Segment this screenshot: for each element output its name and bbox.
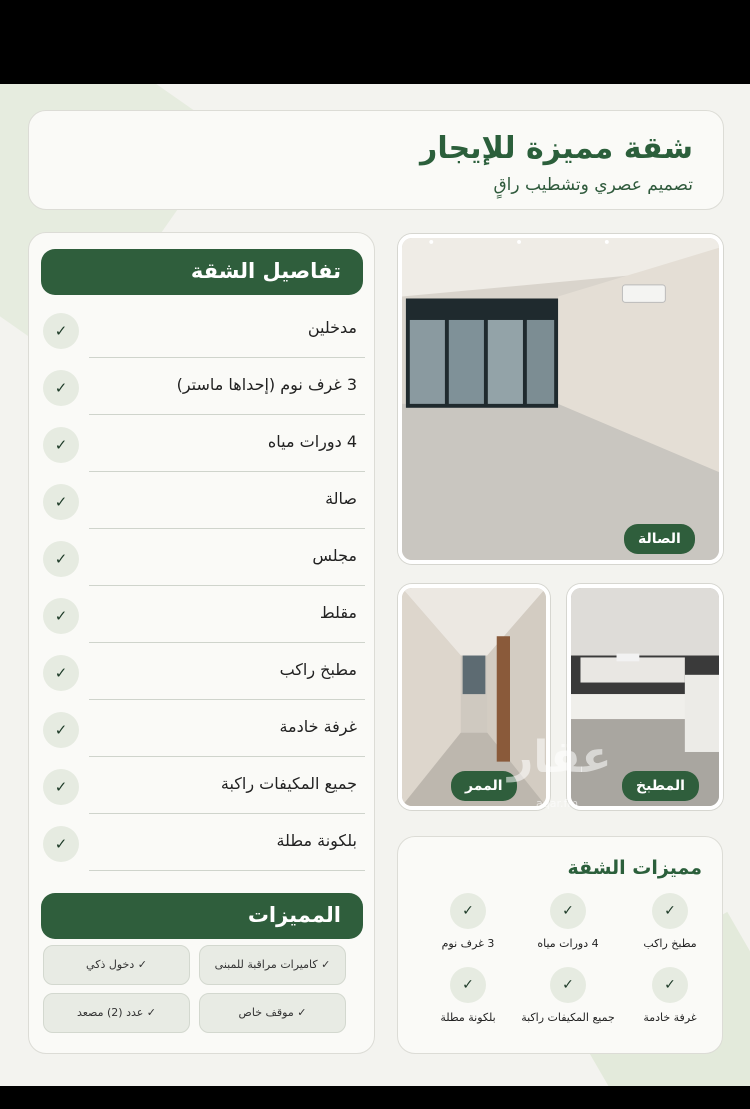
feature-item xyxy=(518,893,618,950)
feature-text: 4 دورات مياه xyxy=(537,937,599,950)
detail-item xyxy=(43,358,365,415)
features-heading: مميزات الشقة xyxy=(567,857,702,879)
check-icon: ✓ xyxy=(43,427,79,463)
feature-text: بلكونة مطلة xyxy=(440,1011,496,1024)
detail-text: بلكونة مطلة xyxy=(276,831,357,850)
check-icon: ✓ xyxy=(550,967,586,1003)
features-card xyxy=(397,836,723,1054)
check-icon: ✓ xyxy=(652,967,688,1003)
details-heading: تفاصيل الشقة xyxy=(41,249,363,295)
feature-item xyxy=(418,893,518,950)
details-card xyxy=(28,232,375,1054)
check-icon: ✓ xyxy=(550,893,586,929)
detail-item xyxy=(43,814,365,871)
detail-text: 3 غرف نوم (إحداها ماستر) xyxy=(176,375,357,394)
feature-item xyxy=(620,967,720,1024)
feature-text: مطبخ راكب xyxy=(643,937,697,950)
check-icon: ✓ xyxy=(43,769,79,805)
detail-item xyxy=(43,643,365,700)
amenity-chip: ✓ موقف خاص xyxy=(199,993,346,1033)
corridor-label: الممر xyxy=(451,771,517,801)
header-card xyxy=(28,110,724,210)
amenity-chip: ✓ عدد (2) مصعد xyxy=(43,993,190,1033)
page-subtitle: تصميم عصري وتشطيب راقٍ xyxy=(493,175,693,195)
living-room-label: الصالة xyxy=(624,524,695,554)
detail-text: مدخلين xyxy=(307,318,357,337)
detail-item xyxy=(43,415,365,472)
check-icon: ✓ xyxy=(43,712,79,748)
amenities-heading: المميزات xyxy=(41,893,363,939)
check-icon: ✓ xyxy=(43,484,79,520)
feature-item xyxy=(518,967,618,1024)
detail-item xyxy=(43,586,365,643)
feature-item xyxy=(620,893,720,950)
feature-item xyxy=(418,967,518,1024)
detail-text: غرفة خادمة xyxy=(279,717,357,736)
flyer-page xyxy=(0,84,750,1086)
feature-text: جميع المكيفات راكبة xyxy=(521,1011,615,1024)
detail-text: صالة xyxy=(325,489,357,508)
detail-text: مطبخ راكب xyxy=(279,660,357,679)
detail-text: 4 دورات مياه xyxy=(267,432,357,451)
living-room-photo xyxy=(398,234,723,564)
check-icon: ✓ xyxy=(450,967,486,1003)
check-icon: ✓ xyxy=(652,893,688,929)
check-icon: ✓ xyxy=(43,655,79,691)
check-icon: ✓ xyxy=(43,826,79,862)
detail-text: جميع المكيفات راكبة xyxy=(220,774,357,793)
amenity-chip: ✓ دخول ذكي xyxy=(43,945,190,985)
watermark-url: aqar.fm xyxy=(536,797,579,810)
check-icon: ✓ xyxy=(43,313,79,349)
check-icon: ✓ xyxy=(43,598,79,634)
check-icon: ✓ xyxy=(43,370,79,406)
detail-item xyxy=(43,301,365,358)
watermark-logo: عقار xyxy=(508,732,612,783)
detail-text: مقلط xyxy=(319,603,357,622)
feature-text: غرفة خادمة xyxy=(643,1011,697,1024)
detail-item xyxy=(43,472,365,529)
check-icon: ✓ xyxy=(450,893,486,929)
detail-item xyxy=(43,757,365,814)
detail-item xyxy=(43,700,365,757)
divider xyxy=(89,870,365,871)
amenity-chip: ✓ كاميرات مراقبة للمبنى xyxy=(199,945,346,985)
detail-text: مجلس xyxy=(312,546,357,565)
bottom-bar xyxy=(0,1086,750,1109)
check-icon: ✓ xyxy=(43,541,79,577)
detail-item xyxy=(43,529,365,586)
kitchen-label: المطبخ xyxy=(622,771,699,801)
page-title: شقة مميزة للإيجار xyxy=(420,131,693,166)
feature-text: 3 غرف نوم xyxy=(441,937,495,950)
